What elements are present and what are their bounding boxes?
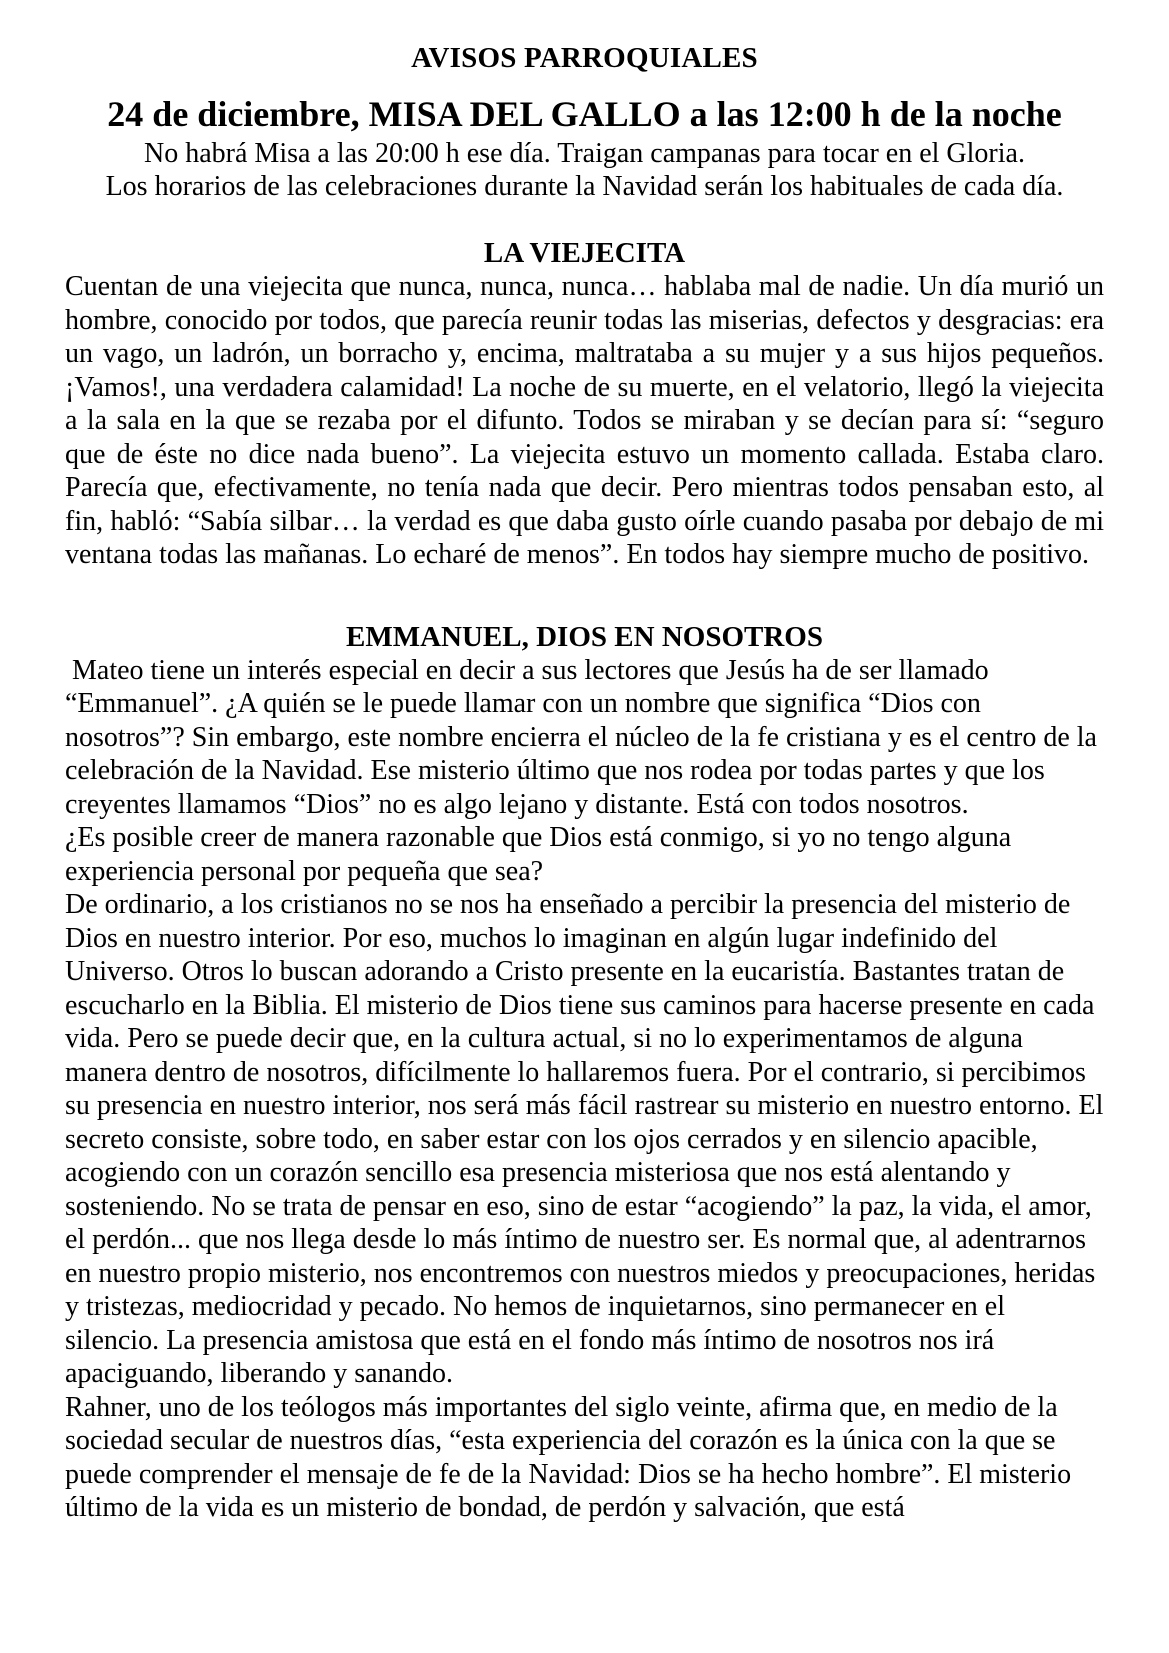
- emmanuel-paragraph-1: Mateo tiene un interés especial en decir a sus lectores que Jesús ha de ser llamado “Emmanuel”. ¿A quién se le puede llamar con un nombre que significa “Dios con nosotros”? Sin embargo, este nombre encierra el núcleo de la fe cristiana y es el centro de la celebración de la Navidad. Ese misterio último que nos rodea por todas partes y que los creyentes llamamos “Dios” no es algo lejano y distante. Está con todos nosotros.: [65, 654, 1097, 820]
- christmas-mass-headline: 24 de diciembre, MISA DEL GALLO a las 12:00 h de la noche: [107, 94, 1062, 134]
- section-heading-la-viejecita: LA VIEJECITA: [483, 237, 686, 269]
- section-heading-emmanuel: EMMANUEL, DIOS EN NOSOTROS: [346, 620, 823, 653]
- emmanuel-paragraph-2: ¿Es posible creer de manera razonable que Dios está conmigo, si yo no tengo alguna experiencia personal por pequeña que sea?: [65, 822, 1012, 887]
- document-title: AVISOS PARROQUIALES: [411, 42, 758, 74]
- emmanuel-paragraph-4: Rahner, uno de los teólogos más importantes del siglo veinte, afirma que, en medio de la sociedad secular de nuestros días, “esta experiencia del corazón es la única con la que se puede comprender el mensaje de fe de la Navidad: Dios se ha hecho hombre”. El misterio último de la vida es un misterio de bondad, de perdón y salvación, que está: [65, 1391, 1072, 1523]
- announcement-note-2: Los horarios de las celebraciones durante la Navidad serán los habituales de cada día.: [105, 171, 1064, 202]
- announcement-note-1: No habrá Misa a las 20:00 h ese día. Traigan campanas para tocar en el Gloria.: [144, 138, 1025, 169]
- emmanuel-paragraph-3: De ordinario, a los cristianos no se nos ha enseñado a percibir la presencia del misterio de Dios en nuestro interior. Por eso, muchos lo imaginan en algún lugar indefinido del Universo. Otros lo buscan adorando a Cristo presente en la eucaristía. Bastantes tratan de escucharlo en la Biblia. El misterio de Dios tiene sus caminos para hacerse presente en cada vida. Pero se puede decir que, en la cultura actual, si no lo experimentamos de alguna manera dentro de nosotros, difícilmente lo hallaremos fuera. Por el contrario, si percibimos su presencia en nuestro interior, nos será más fácil rastrear su misterio en nuestro entorno. El secreto consiste, sobre todo, en saber estar con los ojos cerrados y en silencio apacible, acogiendo con un corazón sencillo esa presencia misteriosa que nos está alentando y sosteniendo. No se trata de pensar en eso, sino de estar “acogiendo” la paz, la vida, el amor, el perdón... que nos llega desde lo más íntimo de nuestro ser. Es normal que, al adentrarnos en nuestro propio misterio, nos encontremos con nuestros miedos y preocupaciones, heridas y tristezas, mediocridad y pecado. No hemos de inquietarnos, sino permanecer en el silencio. La presencia amistosa que está en el fondo más íntimo de nosotros nos irá apaciguando, liberando y sanando.: [65, 889, 1104, 1389]
- la-viejecita-paragraph: Cuentan de una viejecita que nunca, nunca, nunca… hablaba mal de nadie. Un día murió un hombre, conocido por todos, que parecía reunir todas las miserias, defectos y desgracias: era un vago, un ladrón, un borracho y, encima, maltrataba a su mujer y a sus hijos pequeños. ¡Vamos!, una verdadera calamidad! La noche de su muerte, en el velatorio, llegó la viejecita a la sala en la que se rezaba por el difunto. Todos se miraban y se decían para sí: “seguro que de éste no dice nada bueno”. La viejecita estuvo un momento callada. Estaba claro. Parecía que, efectivamente, no tenía nada que decir. Pero mientras todos pensaban esto, al fin, habló: “Sabía silbar… la verdad es que daba gusto oírle cuando pasaba por debajo de mi ventana todas las mañanas. Lo echaré de menos”. En todos hay siempre mucho de positivo.: [65, 271, 1104, 570]
- announcement-notes: [65, 137, 1104, 203]
